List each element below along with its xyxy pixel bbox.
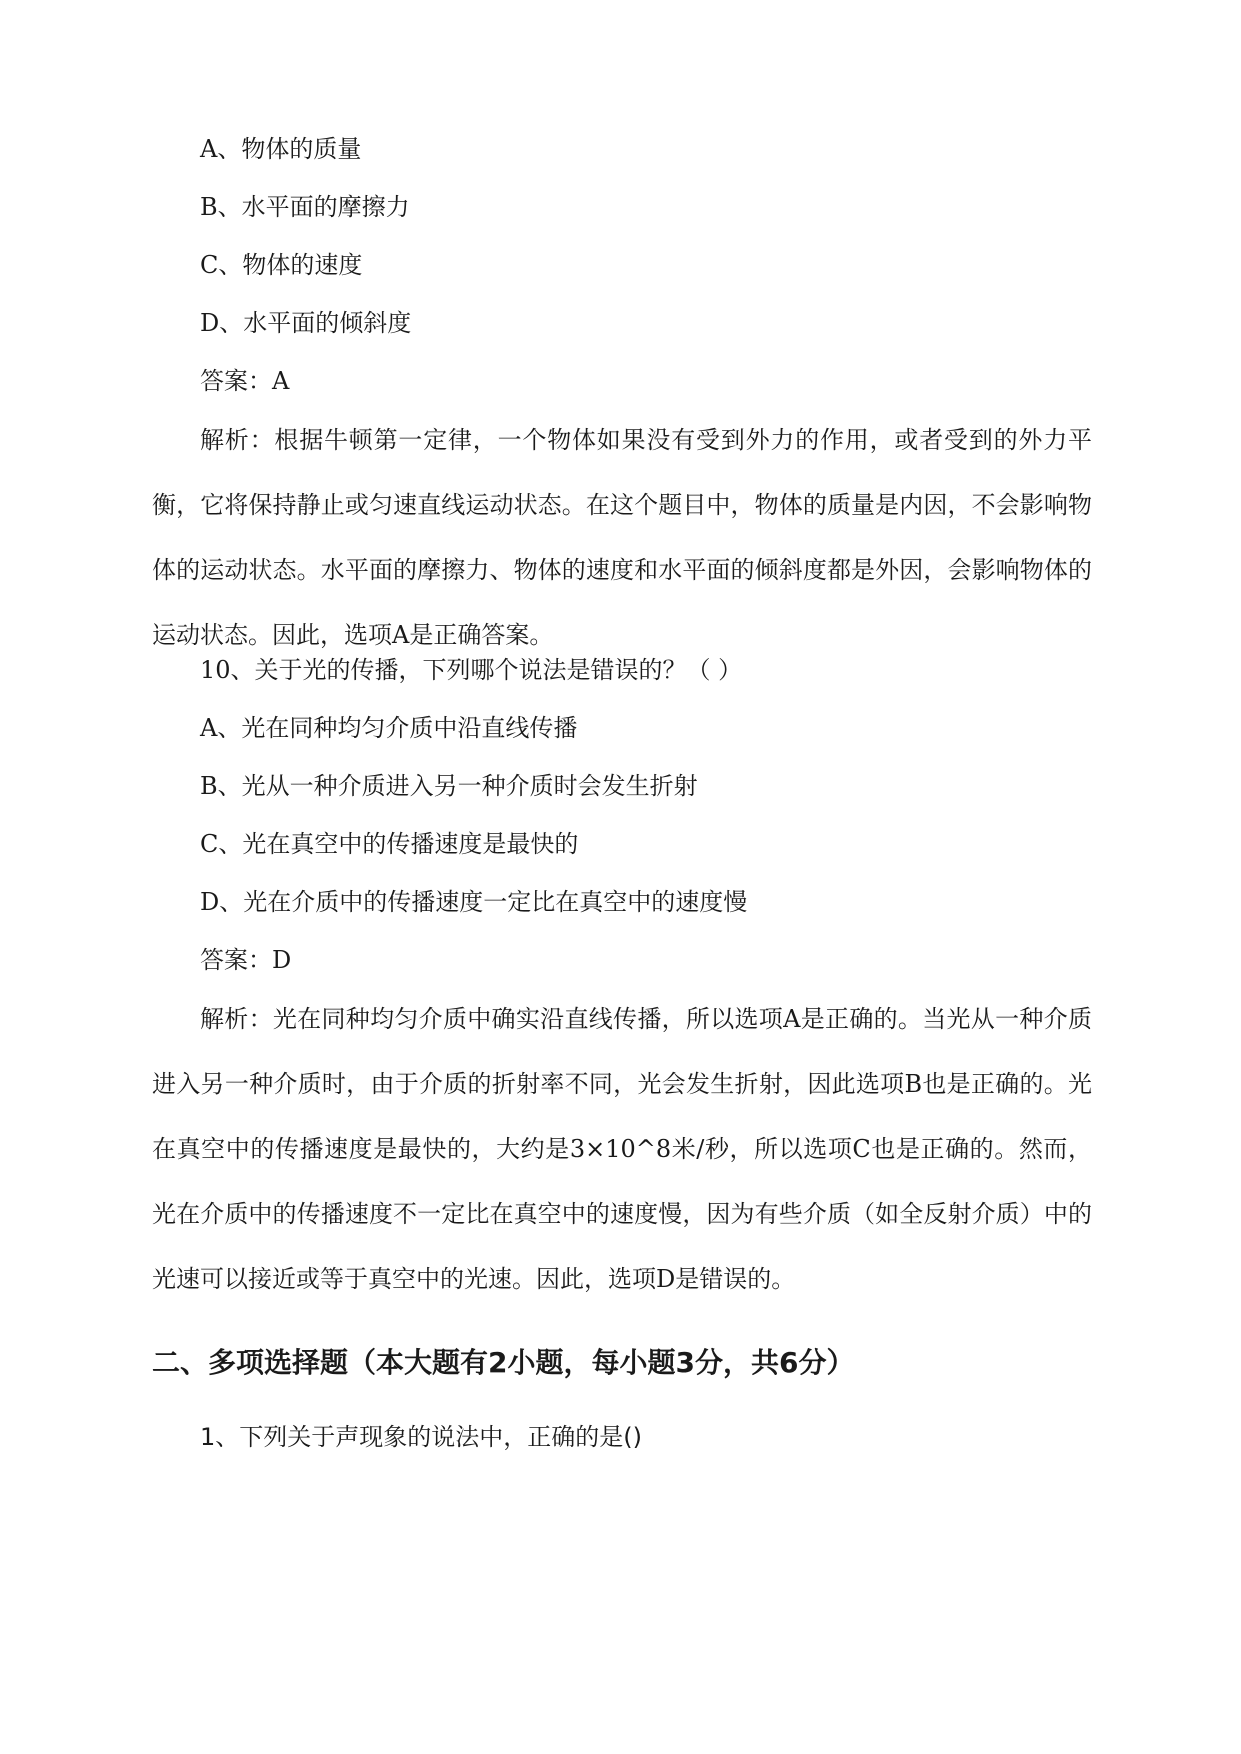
s2-q1-stem: 1、下列关于声现象的说法中，正确的是() [200, 1423, 642, 1451]
q10-stem: 10、关于光的传播，下列哪个说法是错误的？（ ） [200, 656, 743, 684]
q10-option-a: A、光在同种均匀介质中沿直线传播 [200, 714, 578, 742]
q10-answer: 答案：D [200, 946, 292, 974]
q9-analysis: 解析：根据牛顿第一定律，一个物体如果没有受到外力的作用，或者受到的外力平衡，它将保持静止或匀速直线运动状态。在这个题目中，物体的质量是内因，不会影响物体的运动状态。水平面的摩擦力、物体的速度和水平面的倾斜度都是外因，会影响物体的运动状态。因此，选项A是正确答案。 [152, 426, 1092, 649]
q10-option-b: B、光从一种介质进入另一种介质时会发生折射 [200, 772, 698, 800]
q10-analysis: 解析：光在同种均匀介质中确实沿直线传播，所以选项A是正确的。当光从一种介质进入另一种介质时，由于介质的折射率不同，光会发生折射，因此选项B也是正确的。光在真空中的传播速度是最快的，大约是3×10^8米/秒，所以选项C也是正确的。然而，光在介质中的传播速度不一定比在真空中的速度慢，因为有些介质（如全反射介质）中的光速可以接近或等于真空中的光速。因此，选项D是错误的。 [152, 1005, 1092, 1293]
q9-option-a: A、物体的质量 [200, 135, 362, 163]
q9-answer: 答案：A [200, 367, 290, 395]
q9-option-c: C、物体的速度 [200, 251, 363, 279]
q9-option-b: B、水平面的摩擦力 [200, 193, 410, 221]
section-heading: 二、多项选择题（本大题有2小题，每小题3分，共6分） [152, 1346, 855, 1379]
q10-option-d: D、光在介质中的传播速度一定比在真空中的速度慢 [200, 888, 748, 916]
q9-option-d: D、水平面的倾斜度 [200, 309, 412, 337]
q10-option-c: C、光在真空中的传播速度是最快的 [200, 830, 579, 858]
